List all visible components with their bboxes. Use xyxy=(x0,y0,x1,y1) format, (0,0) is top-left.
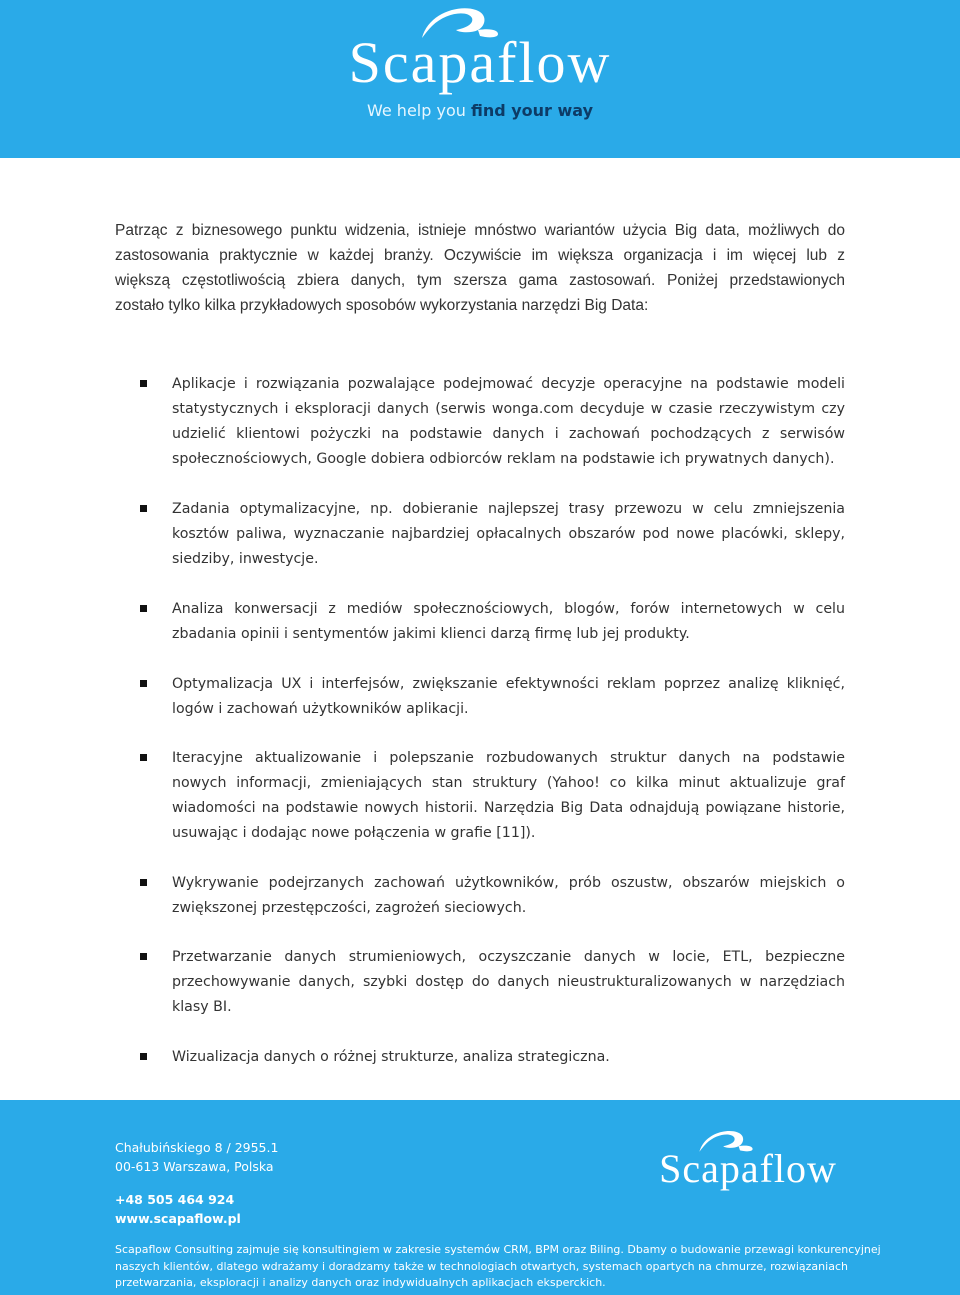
list-item-line: Zadania optymalizacyjne, np. dobieranie najlepszej trasy przewozu w celu zmniejszenia xyxy=(172,501,845,517)
bullet-square-icon xyxy=(140,680,147,687)
list-item-line: Przetwarzanie danych strumieniowych, oczyszczanie danych w locie, ETL, bezpieczne xyxy=(172,949,845,965)
list-item-line: kosztów paliwa, wyznaczanie najbardziej opłacalnych obszarów pod nowe placówki, sklepy, xyxy=(172,526,845,542)
list-item-text xyxy=(172,497,845,572)
intro-line: większą częstotliwością zbiera danych, tym szersza gama zastosowań. Poniżej przedstawionych xyxy=(115,272,845,289)
description-line: Scapaflow Consulting zajmuje się konsultingiem w zakresie systemów CRM, BPM oraz Biling. Dbamy o budowanie przewagi konkurencyjnej xyxy=(115,1243,881,1256)
intro-line: Patrząc z biznesowego punktu widzenia, istnieje mnóstwo wariantów użycia Big data, możliwych do xyxy=(115,222,845,239)
phone-number: +48 505 464 924 xyxy=(115,1192,235,1207)
list-item-line: Wizualizacja danych o różnej strukturze, analiza strategiczna. xyxy=(172,1049,610,1065)
website-link[interactable]: www.scapaflow.pl xyxy=(115,1211,241,1226)
brand-logo xyxy=(0,0,960,158)
company-contact xyxy=(115,1190,241,1228)
bullet-square-icon xyxy=(140,754,147,761)
description-line: przetwarzania, eksploracji i analizy danych oraz indywidualnych aplikacjach eksperckich. xyxy=(115,1276,606,1289)
list-item-line: nowych informacji, zmieniających stan struktury (Yahoo! co kilka minut aktualizuje graf xyxy=(172,775,845,791)
list-item-line: Aplikacje i rozwiązania pozwalające podejmować decyzje operacyjne na podstawie modeli xyxy=(172,376,845,392)
address-street: Chałubińskiego 8 / 2955.1 xyxy=(115,1140,279,1155)
list-item-text xyxy=(172,597,845,647)
address-city: 00-613 Warszawa, Polska xyxy=(115,1159,274,1174)
footer-logo-wordmark: Scapaflow xyxy=(659,1146,837,1191)
company-description xyxy=(115,1242,881,1292)
bullet-square-icon xyxy=(140,953,147,960)
list-item-line: zbadania opinii i sentymentów jakimi klienci darzą firmę lub jej produkty. xyxy=(172,626,690,642)
logo-wordmark: Scapaflow xyxy=(348,30,612,95)
company-address xyxy=(115,1138,278,1176)
list-item-line: usuwając i dodając nowe połączenia w grafie [11]). xyxy=(172,825,536,841)
list-item-line: zwiększonej przestępczości, zagrożeń sieciowych. xyxy=(172,900,527,916)
bullet-square-icon xyxy=(140,380,147,387)
list-item-text xyxy=(172,372,845,472)
list-item-line: Analiza konwersacji z mediów społecznościowych, blogów, forów internetowych w celu xyxy=(172,601,845,617)
list-item-line: siedziby, inwestycje. xyxy=(172,551,319,567)
bullet-square-icon xyxy=(140,605,147,612)
list-item-line: Iteracyjne aktualizowanie i polepszanie rozbudowanych struktur danych na podstawie xyxy=(172,750,845,766)
bullet-square-icon xyxy=(140,505,147,512)
list-item-line: logów i zachowań użytkowników aplikacji. xyxy=(172,701,469,717)
list-item-line: Optymalizacja UX i interfejsów, zwiększanie efektywności reklam poprzez analizę kliknięć, xyxy=(172,676,845,692)
bullet-square-icon xyxy=(140,1053,147,1060)
tagline-emphasis: find your way xyxy=(470,101,594,120)
list-item-line: społecznościowych, Google dobiera odbiorców reklam na podstawie ich prywatnych danych). xyxy=(172,451,835,467)
list-item-text xyxy=(172,746,845,846)
list-item-line: Wykrywanie podejrzanych zachowań użytkowników, prób oszustw, obszarów miejskich o xyxy=(172,875,845,891)
list-item-text xyxy=(172,672,845,722)
list-item-line: statystycznych i eksploracji danych (serwis wonga.com decyduje w czasie rzeczywistym czy xyxy=(172,401,845,417)
description-line: naszych klientów, dlatego wdrażamy i doradzamy także w technologiach otwartych, systemach opartych na chmurze, rozwiązaniach xyxy=(115,1259,848,1273)
intro-paragraph xyxy=(115,218,845,318)
list-item-line: wiadomości na podstawie nowych historii. Narzędzia Big Data odnajdują powiązane historie, xyxy=(172,800,845,816)
bullet-square-icon xyxy=(140,879,147,886)
list-item-line: klasy BI. xyxy=(172,999,232,1015)
page-footer xyxy=(0,1100,960,1295)
tagline xyxy=(0,99,960,123)
intro-line: zostało tylko kilka przykładowych sposobów wykorzystania narzędzi Big Data: xyxy=(115,297,649,314)
list-item-line: przechowywanie danych, szybki dostęp do danych nieustrukturalizowanych w narzędziach xyxy=(172,974,845,990)
tagline-prefix: We help you xyxy=(366,101,471,120)
list-item-text xyxy=(172,871,845,921)
intro-line: zastosowania praktycznie w każdej branży. Oczywiście im większa organizacja i im więcej lub z xyxy=(115,247,845,264)
page-header xyxy=(0,0,960,158)
list-item-text xyxy=(172,945,845,1020)
footer-logo xyxy=(648,1128,848,1198)
list-item-text xyxy=(172,1045,845,1070)
list-item-line: udzielić klientowi pożyczki na podstawie danych i zachowań pochodzących z serwisów xyxy=(172,426,845,442)
